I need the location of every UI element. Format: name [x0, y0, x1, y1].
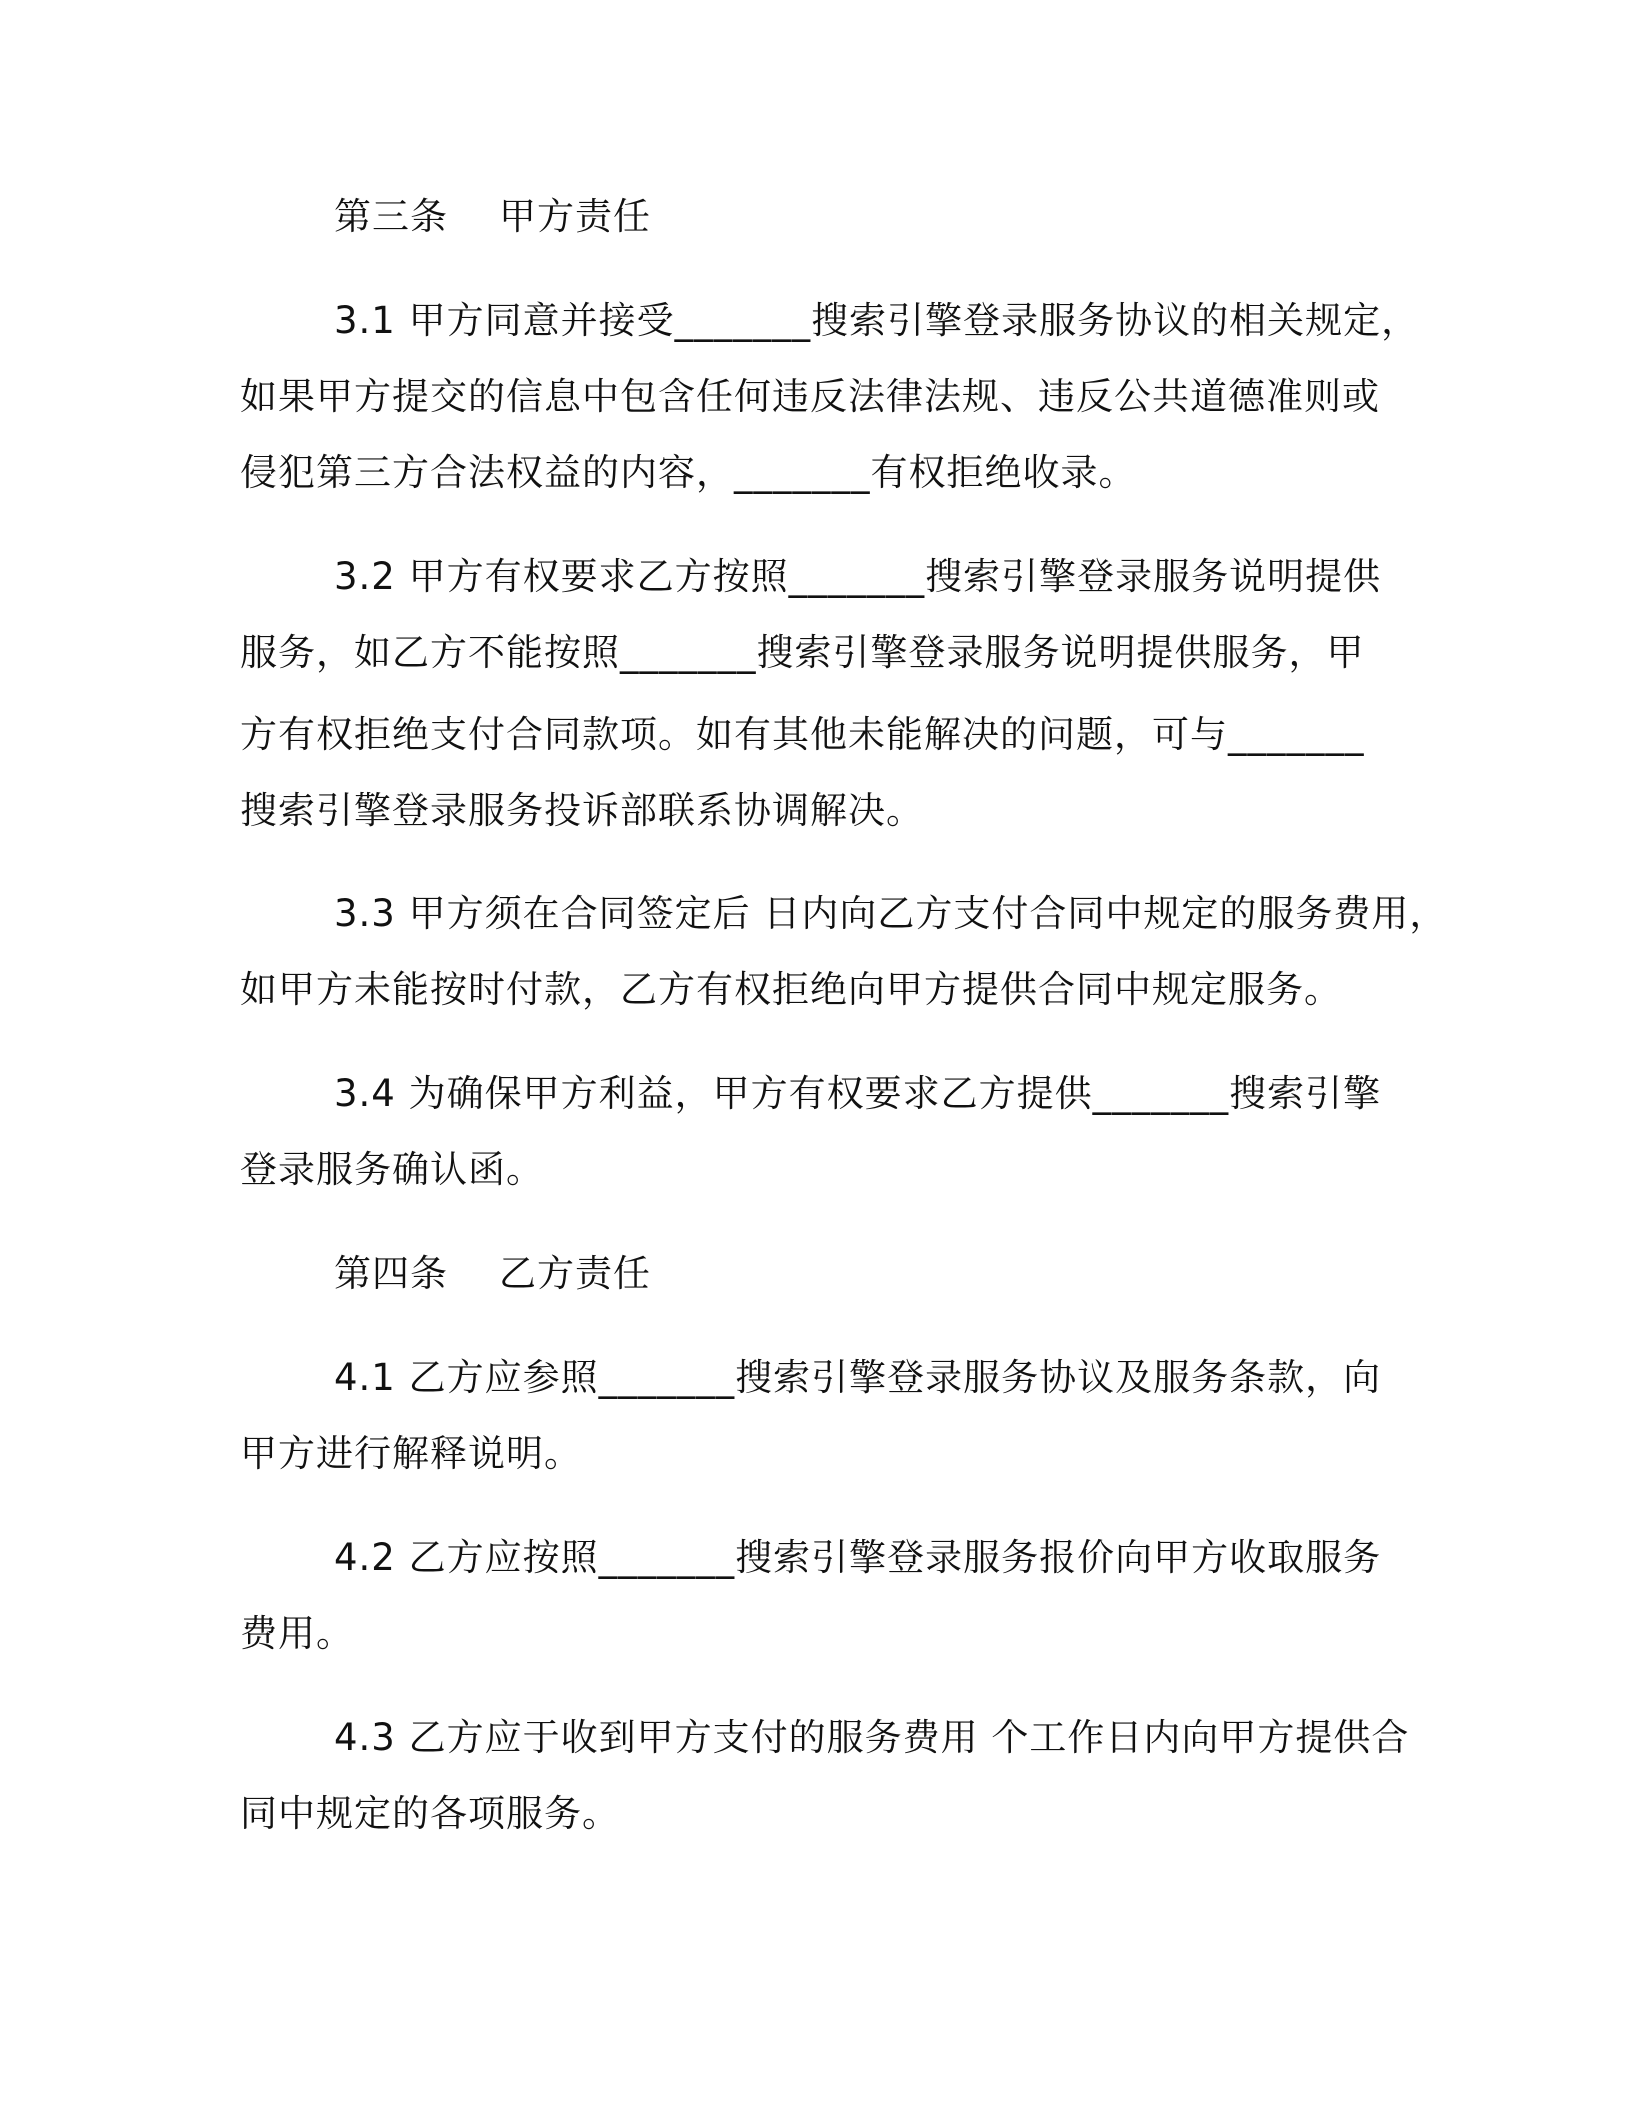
clause-3-3-line-2: 如甲方未能按时付款，乙方有权拒绝向甲方提供合同中规定服务。 [240, 968, 1342, 1011]
clause-4-2-line-2: 费用。 [240, 1612, 354, 1655]
clause-3-2-line-4: 搜索引擎登录服务投诉部联系协调解决。 [240, 789, 924, 832]
article-4-heading: 第四条 乙方责任 [334, 1252, 652, 1295]
clause-4-1-line-2: 甲方进行解释说明。 [240, 1432, 582, 1475]
clause-3-2-line-2: 服务，如乙方不能按照_______搜索引擎登录服务说明提供服务，甲 [240, 631, 1365, 674]
clause-4-3-line-1: 4.3 乙方应于收到甲方支付的服务费用 个工作日内向甲方提供合 [334, 1716, 1410, 1759]
article-3-heading: 第三条 甲方责任 [334, 195, 652, 238]
clause-3-1-line-1: 3.1 甲方同意并接受_______搜索引擎登录服务协议的相关规定， [334, 299, 1420, 342]
clause-3-3-line-1: 3.3 甲方须在合同签定后 日内向乙方支付合同中规定的服务费用， [334, 892, 1448, 935]
clause-4-1-line-1: 4.1 乙方应参照_______搜索引擎登录服务协议及服务条款，向 [334, 1356, 1382, 1399]
clause-4-2-line-1: 4.2 乙方应按照_______搜索引擎登录服务报价向甲方收取服务 [334, 1536, 1382, 1579]
clause-3-4-line-2: 登录服务确认函。 [240, 1148, 544, 1191]
clause-3-4-line-1: 3.4 为确保甲方利益，甲方有权要求乙方提供_______搜索引擎 [334, 1072, 1382, 1115]
clause-3-1-line-3: 侵犯第三方合法权益的内容，_______有权拒绝收录。 [240, 451, 1137, 494]
clause-3-2-line-1: 3.2 甲方有权要求乙方按照_______搜索引擎登录服务说明提供 [334, 555, 1382, 598]
clause-4-3-line-2: 同中规定的各项服务。 [240, 1792, 620, 1835]
clause-3-1-line-2: 如果甲方提交的信息中包含任何违反法律法规、违反公共道德准则或 [240, 375, 1380, 418]
clause-3-2-line-3: 方有权拒绝支付合同款项。如有其他未能解决的问题，可与_______ [240, 713, 1365, 756]
